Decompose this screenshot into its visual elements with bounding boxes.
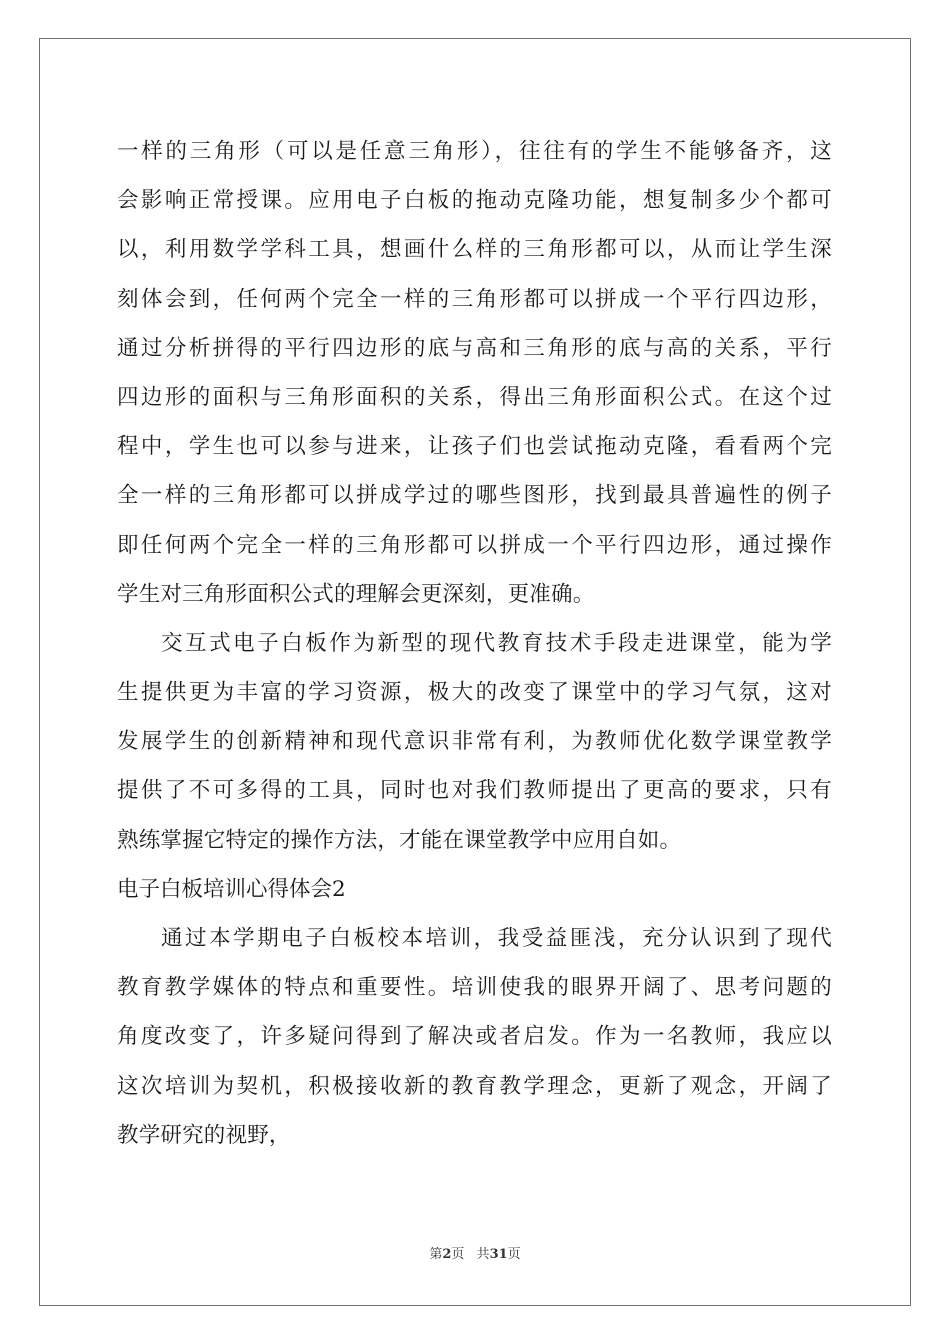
text-line: 教学研究的视野，: [117, 1122, 291, 1148]
text-line: 即任何两个完全一样的三角形都可以拼成一个平行四边形，通过操作: [117, 532, 832, 558]
text-line: 提供了不可多得的工具，同时也对我们教师提出了更高的要求，只有: [117, 778, 832, 804]
paragraph-first-line: 通过本学期电子白板校本培训，我受益匪浅，充分认识到了现代: [161, 926, 832, 951]
text-line: 一样的三角形（可以是任意三角形），往往有的学生不能够备齐，这: [117, 139, 832, 164]
total-indicator: [477, 1247, 521, 1262]
page-footer: [0, 1243, 950, 1262]
text-line: 会影响正常授课。应用电子白板的拖动克隆功能，想复制多少个都可: [117, 188, 832, 214]
text-line: 以，利用数学学科工具，想画什么样的三角形都可以，从而让学生深: [117, 237, 832, 263]
text-line: 这次培训为契机，积极接收新的教育教学理念，更新了观念，开阔了: [117, 1073, 832, 1099]
text-line: 通过分析拼得的平行四边形的底与高和三角形的底与高的关系，平行: [117, 335, 832, 361]
text-line: 程中，学生也可以参与进来，让孩子们也尝试拖动克隆，看看两个完: [117, 434, 832, 460]
page-prefix: 第: [429, 1247, 443, 1262]
paragraph-first-line: 交互式电子白板作为新型的现代教育技术手段走进课堂，能为学: [161, 630, 832, 656]
text-line: 四边形的面积与三角形面积的关系，得出三角形面积公式。在这个过: [117, 384, 832, 410]
total-suffix: 页: [507, 1247, 521, 1262]
page-number: 2: [442, 1247, 452, 1262]
section-heading: 电子白板培训心得体会2: [117, 876, 346, 902]
total-pages: 31: [489, 1247, 508, 1262]
total-prefix: 共: [476, 1247, 490, 1262]
text-line: 熟练掌握它特定的操作方法，才能在课堂教学中应用自如。: [117, 827, 682, 853]
page-indicator: [429, 1247, 464, 1262]
text-line: 刻体会到，任何两个完全一样的三角形都可以拼成一个平行四边形，: [117, 286, 832, 312]
text-line: 角度改变了，许多疑问得到了解决或者启发。作为一名教师，我应以: [117, 1024, 832, 1050]
text-line: 教育教学媒体的特点和重要性。培训使我的眼界开阔了、思考问题的: [117, 975, 832, 1001]
text-line: 全一样的三角形都可以拼成学过的哪些图形，找到最具普遍性的例子: [117, 483, 832, 509]
text-line: 发展学生的创新精神和现代意识非常有利，为教师优化数学课堂教学: [117, 729, 832, 755]
page-suffix: 页: [451, 1247, 465, 1262]
document-body: [117, 127, 832, 1160]
text-line: 生提供更为丰富的学习资源，极大的改变了课堂中的学习气氛，这对: [117, 680, 832, 706]
text-line: 学生对三角形面积公式的理解会更深刻，更准确。: [117, 581, 595, 607]
